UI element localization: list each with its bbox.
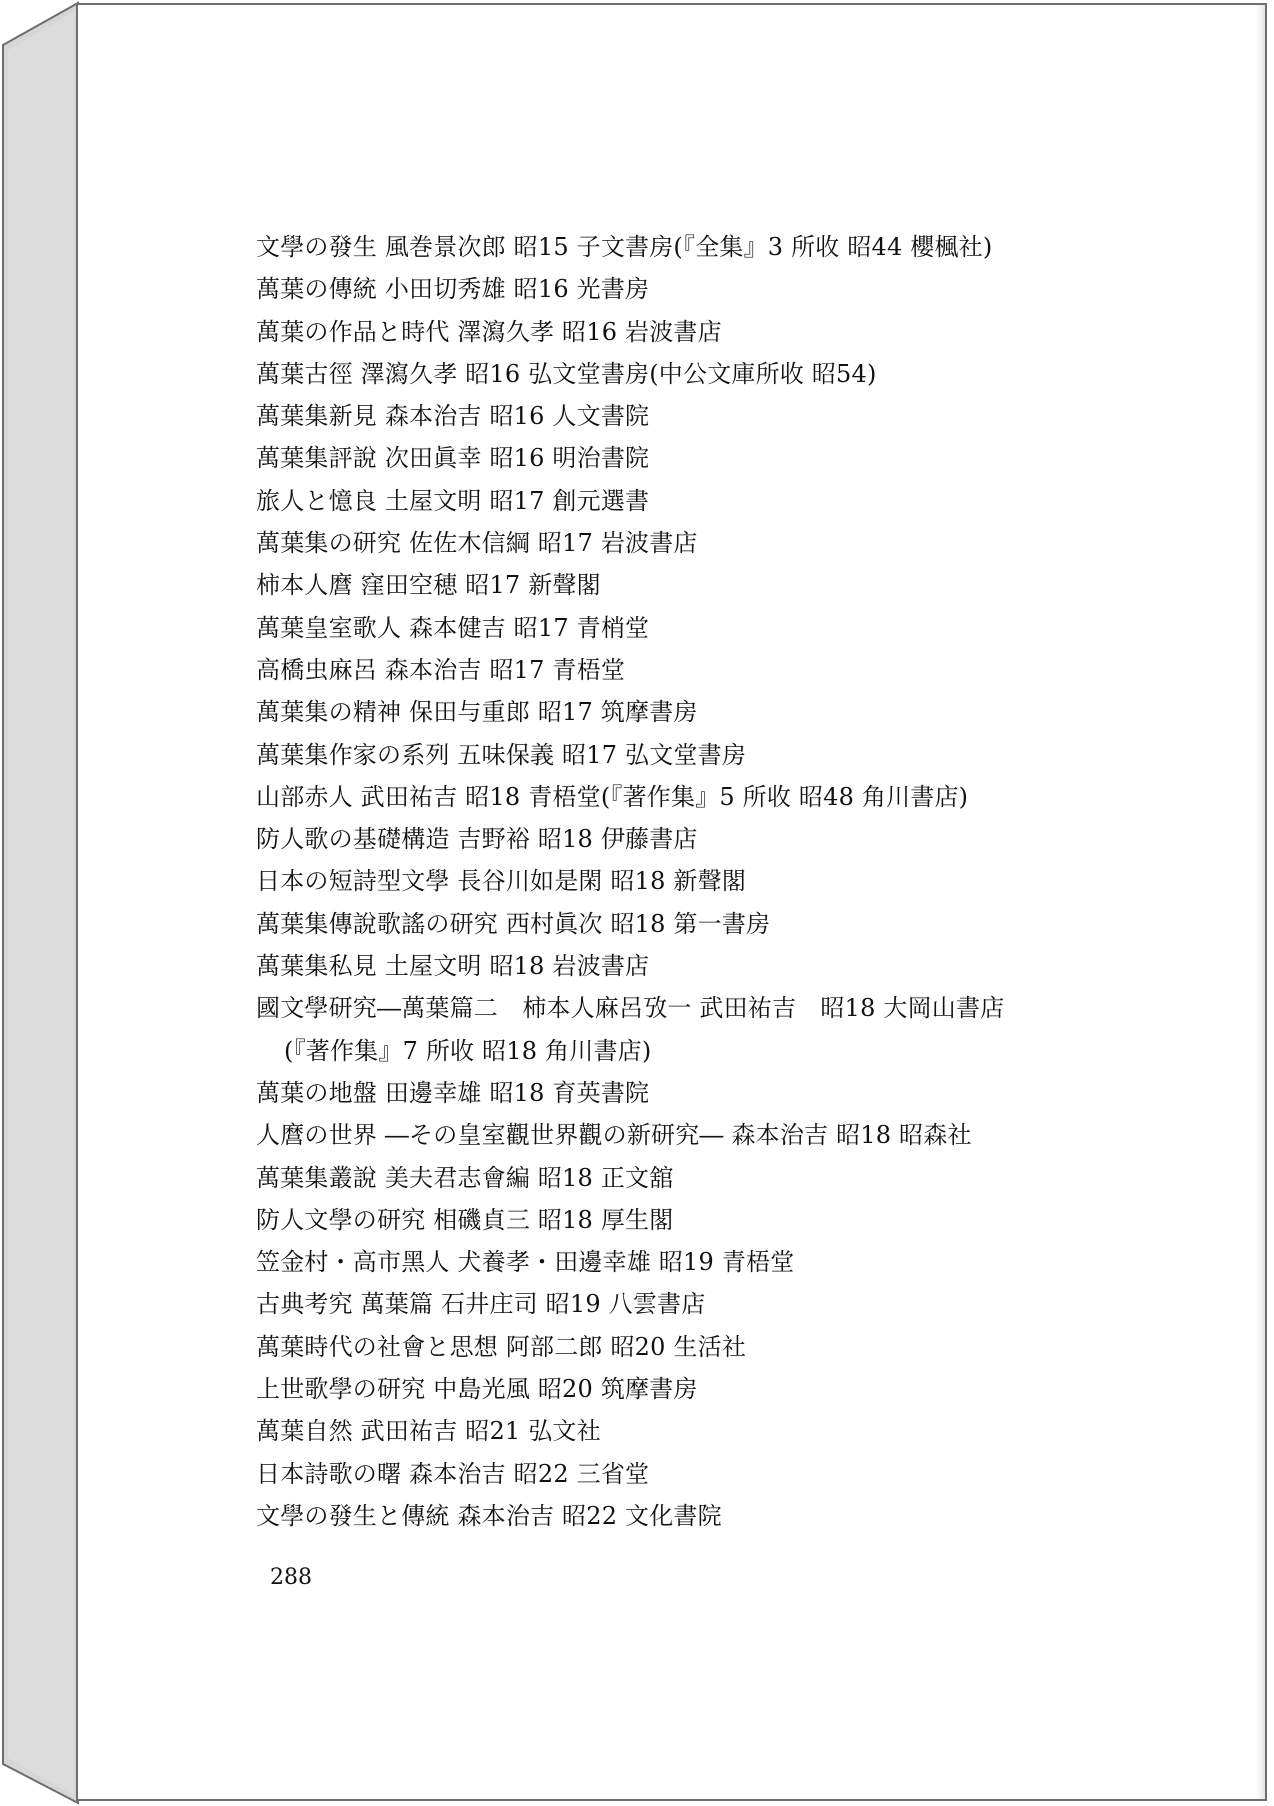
bibliography-entry: 防人歌の基礎構造 吉野裕 昭18 伊藤書店 (256, 825, 698, 854)
bibliography-entry: 萬葉皇室歌人 森本健吉 昭17 青梢堂 (256, 613, 650, 642)
bibliography-entry-continuation: (『著作集』7 所收 昭18 角川書店) (284, 1036, 652, 1065)
bibliography-entry: 萬葉時代の社會と思想 阿部二郎 昭20 生活社 (256, 1332, 747, 1361)
bibliography-entry: 日本の短詩型文學 長谷川如是閑 昭18 新聲閣 (256, 867, 747, 896)
bibliography-entry: 萬葉集私見 土屋文明 昭18 岩波書店 (256, 952, 650, 981)
bibliography-entry: 防人文學の研究 相磯貞三 昭18 厚生閣 (256, 1205, 674, 1234)
bibliography-entry: 萬葉集の精神 保田与重郎 昭17 筑摩書房 (256, 698, 698, 727)
bibliography-entry: 萬葉集の研究 佐佐木信綱 昭17 岩波書店 (256, 529, 698, 558)
bibliography-entry: 萬葉集叢說 美夫君志會編 昭18 正文舘 (256, 1163, 674, 1192)
page-number: 288 (270, 1565, 312, 1590)
bibliography-entry: 旅人と憶良 土屋文明 昭17 創元選書 (256, 486, 650, 515)
bibliography-entry: 萬葉集新見 森本治吉 昭16 人文書院 (256, 402, 650, 431)
bibliography-entry: 萬葉古徑 澤瀉久孝 昭16 弘文堂書房(中公文庫所收 昭54) (256, 359, 877, 388)
bibliography-entry: 古典考究 萬葉篇 石井庄司 昭19 八雲書店 (256, 1290, 706, 1319)
bibliography-entry: 萬葉自然 武田祐吉 昭21 弘文社 (256, 1417, 601, 1446)
bibliography-entry: 萬葉集傳說歌謠の研究 西村眞次 昭18 第一書房 (256, 909, 771, 938)
bibliography-entry: 萬葉の地盤 田邊幸雄 昭18 育英書院 (256, 1078, 650, 1107)
bibliography-entry: 日本詩歌の曙 森本治吉 昭22 三省堂 (256, 1459, 650, 1488)
page-edge (1255, 5, 1265, 1799)
bibliography-entry: 柿本人麿 窪田空穂 昭17 新聲閣 (256, 571, 601, 600)
bibliography-entry: 笠金村・高市黑人 犬養孝・田邊幸雄 昭19 青梧堂 (256, 1248, 795, 1277)
bibliography-entry: 國文學研究―萬葉篇二 柿本人麻呂攷一 武田祐吉 昭18 大岡山書店 (256, 994, 1005, 1023)
bibliography-entry: 高橋虫麻呂 森本治吉 昭17 青梧堂 (256, 655, 626, 684)
bibliography-entry: 上世歌學の研究 中島光風 昭20 筑摩書房 (256, 1375, 698, 1404)
bibliography-entry: 人麿の世界 ―その皇室觀世界觀の新研究― 森本治吉 昭18 昭森社 (256, 1121, 972, 1150)
bibliography-entry: 山部赤人 武田祐吉 昭18 青梧堂(『著作集』5 所收 昭48 角川書店) (256, 782, 969, 811)
bibliography-entry: 萬葉の傳統 小田切秀雄 昭16 光書房 (256, 275, 650, 304)
bibliography-entry: 萬葉の作品と時代 澤瀉久孝 昭16 岩波書店 (256, 317, 722, 346)
bibliography-list (256, 226, 1156, 1537)
bibliography-entry: 文學の發生 風巻景次郎 昭15 子文書房(『全集』3 所收 昭44 櫻楓社) (256, 233, 993, 261)
bibliography-entry: 文學の發生と傳統 森本治吉 昭22 文化書院 (256, 1501, 722, 1530)
bibliography-entry: 萬葉集作家の系列 五味保義 昭17 弘文堂書房 (256, 740, 747, 769)
bibliography-entry: 萬葉集評說 次田眞幸 昭16 明治書院 (256, 444, 650, 473)
